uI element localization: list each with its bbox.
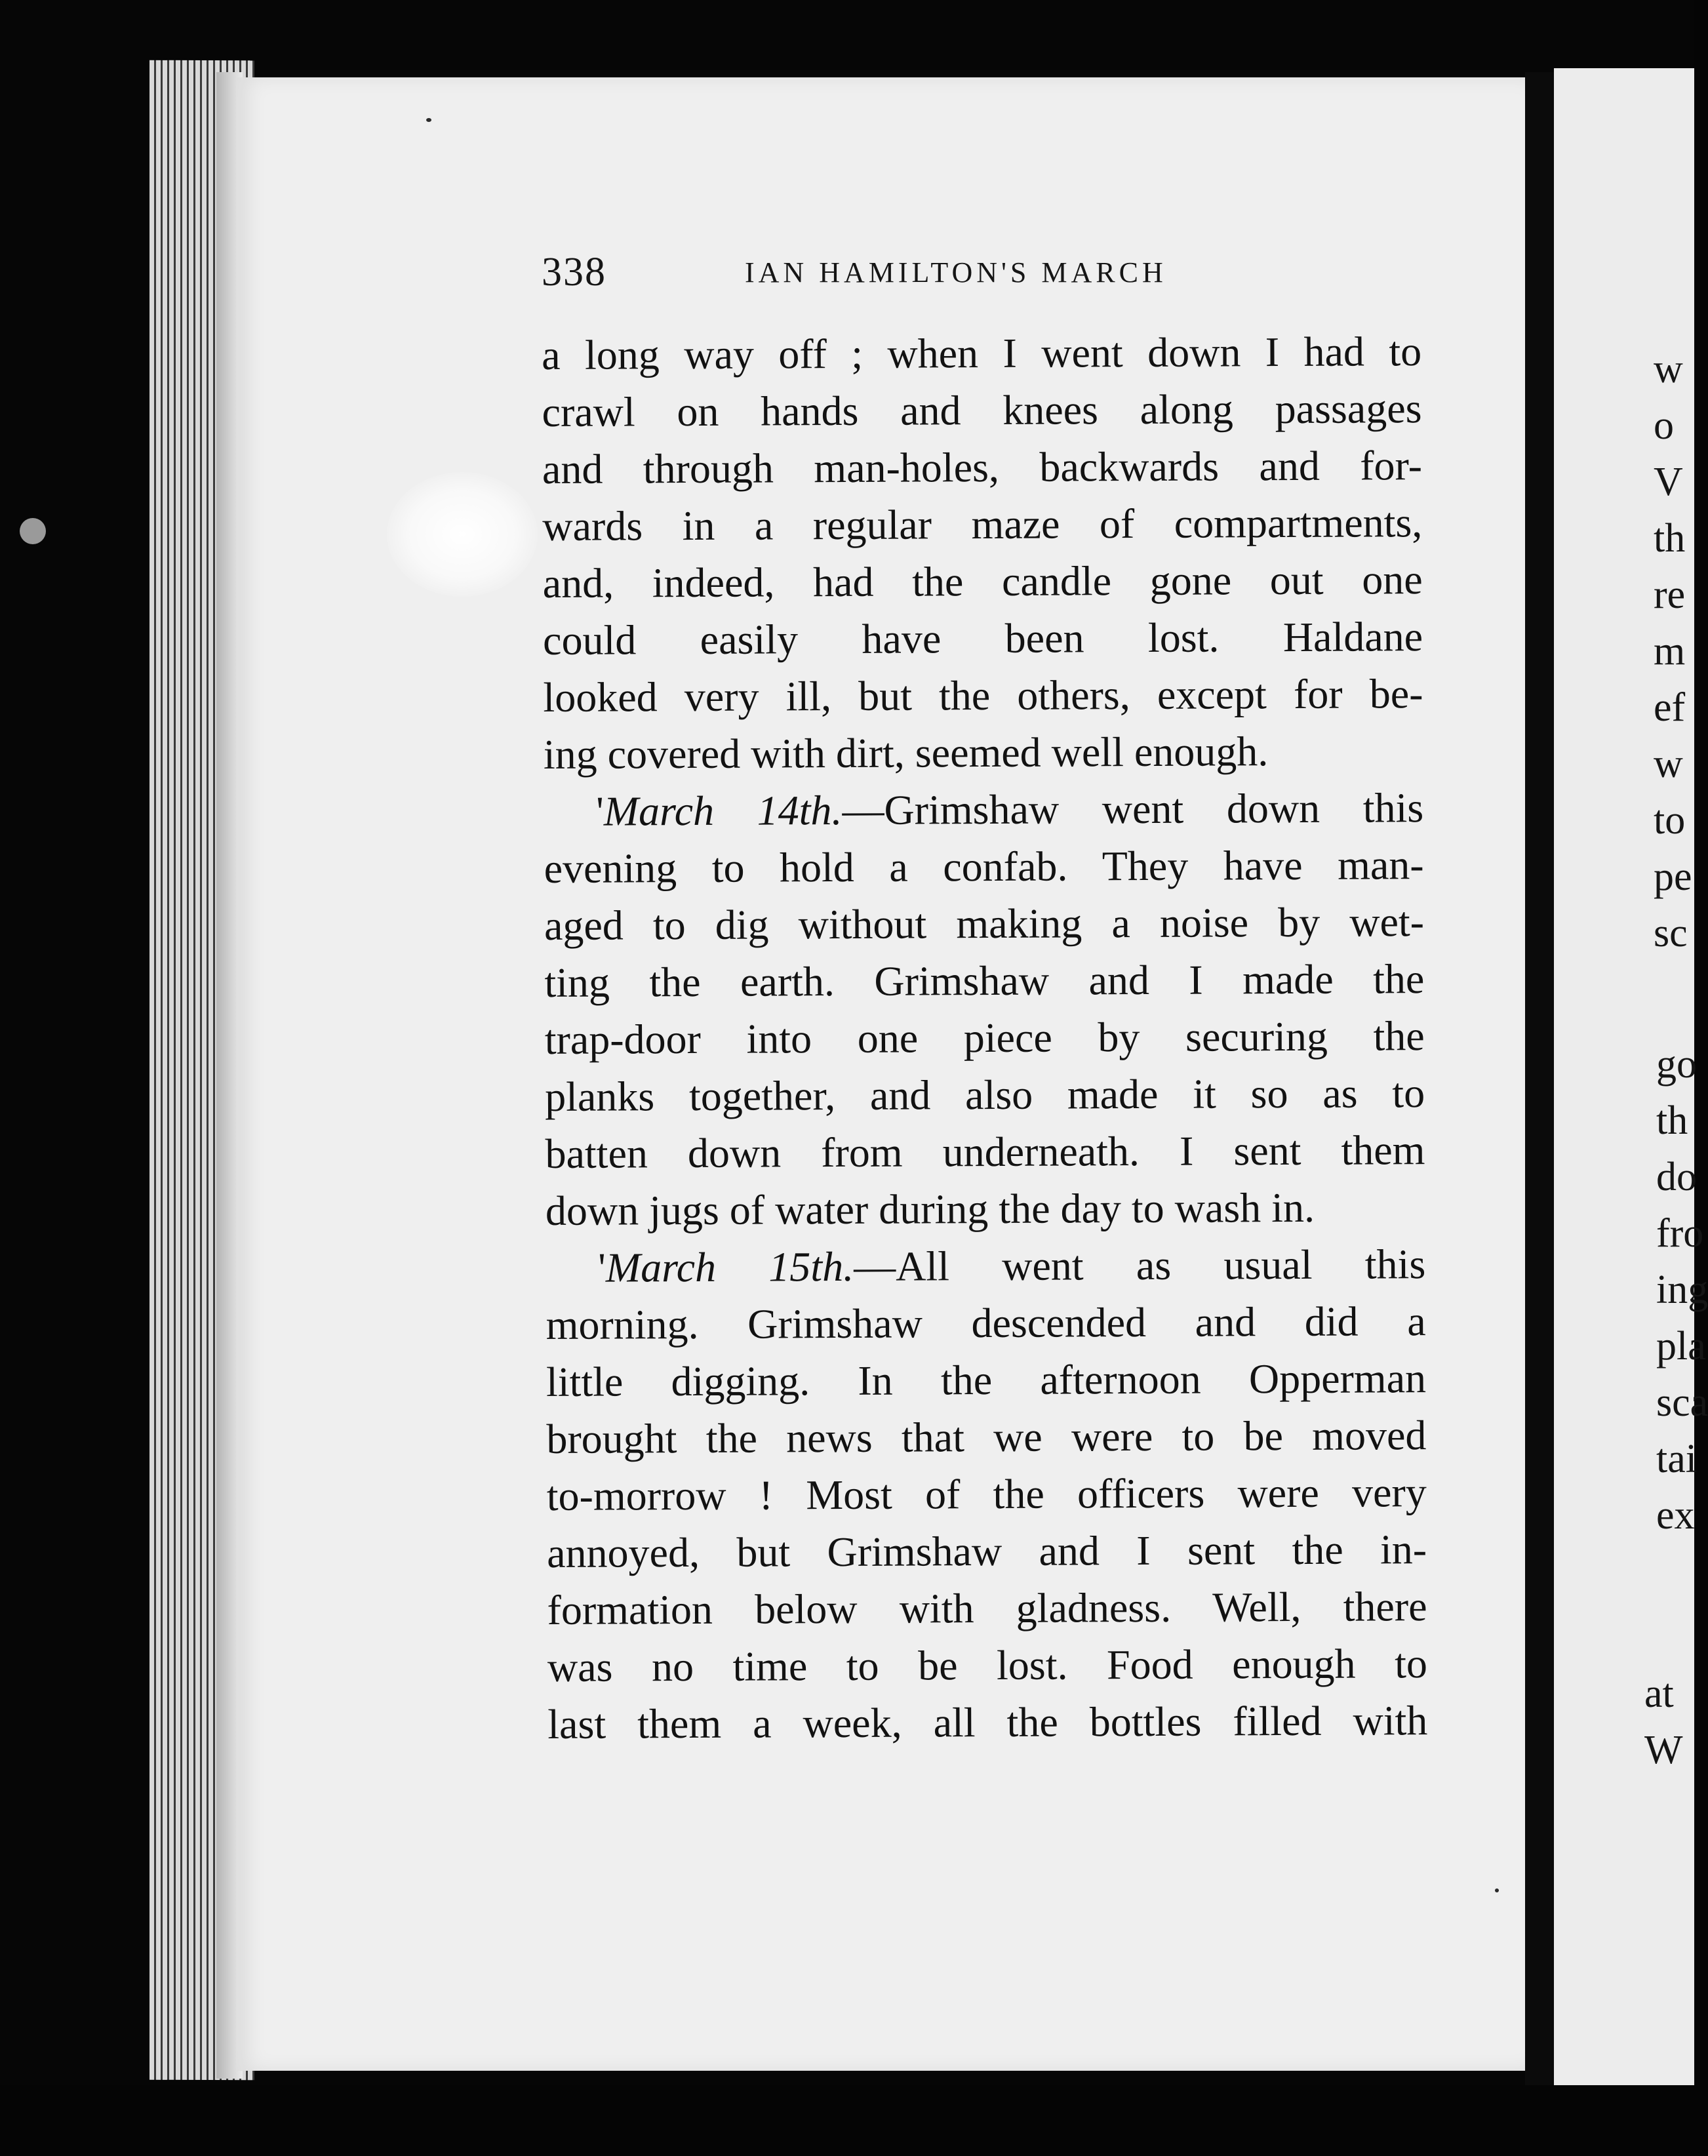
page-number: 338 xyxy=(542,250,606,294)
scan-border xyxy=(0,2085,1694,2156)
facing-page-fragments-lower xyxy=(1656,1036,1708,1544)
text-line: planks together, and also made it so as to xyxy=(544,1069,1425,1120)
body-text xyxy=(542,323,1427,1753)
facing-fragment: go xyxy=(1656,1042,1697,1087)
text-line: a long way off ; when I went down I had to xyxy=(542,328,1422,378)
text-line: ing covered with dirt, seemed well enough. xyxy=(543,728,1269,778)
facing-fragment: ef xyxy=(1654,685,1686,730)
facing-fragment: re xyxy=(1654,572,1686,617)
entry-date: March 15th. xyxy=(605,1243,854,1291)
facing-fragment: sc xyxy=(1654,911,1688,955)
facing-page-fragments-foot xyxy=(1644,1666,1683,1778)
dust-speck xyxy=(20,518,46,544)
text-line: and through man-holes, backwards and for- xyxy=(542,442,1423,492)
paper-stain xyxy=(387,472,538,597)
text-line: last them a week, all the bottles filled with xyxy=(547,1697,1428,1747)
text-line: down jugs of water during the day to wash in. xyxy=(545,1184,1315,1234)
facing-fragment: o xyxy=(1654,403,1674,448)
text-line: batten down from underneath. I sent them xyxy=(545,1127,1425,1177)
text-line: formation below with gladness. Well, there xyxy=(547,1583,1427,1633)
text-line: looked very ill, but the others, except for be- xyxy=(543,670,1423,721)
text-line: was no time to be lost. Food enough to xyxy=(547,1640,1428,1690)
facing-fragment: pla xyxy=(1656,1324,1706,1368)
facing-fragment: V xyxy=(1654,460,1683,504)
text-line: brought the news that we were to be moved xyxy=(546,1412,1427,1462)
facing-fragment: at xyxy=(1644,1671,1674,1716)
facing-fragment: sca xyxy=(1656,1380,1708,1425)
entry-heading-march-14 xyxy=(544,779,1423,840)
entry-first-line: —All went as usual this xyxy=(853,1241,1426,1290)
facing-fragment: to xyxy=(1654,798,1686,843)
entry-heading-march-15 xyxy=(546,1235,1425,1296)
open-quote: ' xyxy=(596,788,604,835)
facing-fragment: ing xyxy=(1656,1268,1708,1312)
facing-fragment: w xyxy=(1654,347,1683,391)
entry-first-line: —Grimshaw went down this xyxy=(842,784,1424,834)
text-line: evening to hold a confab. They have man- xyxy=(544,841,1424,892)
text-line: annoyed, but Grimshaw and I sent the in- xyxy=(547,1526,1427,1576)
text-line: aged to dig without making a noise by wet- xyxy=(544,898,1425,949)
text-line: morning. Grimshaw descended and did a xyxy=(546,1298,1426,1348)
facing-fragment: pe xyxy=(1654,854,1692,899)
text-line: and, indeed, had the candle gone out one xyxy=(542,556,1423,607)
facing-page-fragments-upper xyxy=(1654,341,1692,961)
text-line: little digging. In the afternoon Opperman xyxy=(546,1355,1427,1405)
facing-fragment: m xyxy=(1654,629,1686,673)
facing-fragment: ex xyxy=(1656,1493,1695,1538)
facing-fragment: w xyxy=(1654,742,1683,786)
facing-fragment: tai xyxy=(1656,1437,1697,1481)
open-quote: ' xyxy=(598,1244,606,1291)
facing-fragment: do xyxy=(1656,1155,1697,1199)
text-line: trap-door into one piece by securing the xyxy=(544,1012,1425,1063)
text-line: could easily have been lost. Haldane xyxy=(542,613,1423,664)
book-gutter xyxy=(1525,72,1554,2085)
entry-date: March 14th. xyxy=(603,787,843,835)
text-line: crawl on hands and knees along passages xyxy=(542,385,1422,435)
facing-fragment: fro xyxy=(1656,1211,1704,1256)
facing-fragment: th xyxy=(1654,516,1686,561)
facing-fragment: W xyxy=(1644,1728,1683,1772)
dust-speck xyxy=(426,118,431,122)
facing-fragment: th xyxy=(1656,1098,1688,1143)
text-line: ting the earth. Grimshaw and I made the xyxy=(544,955,1425,1006)
running-head xyxy=(542,247,1433,306)
running-head-title: IAN HAMILTON'S MARCH xyxy=(745,256,1167,289)
text-line: wards in a regular maze of compartments, xyxy=(542,499,1423,549)
text-line: to-morrow ! Most of the officers were very xyxy=(546,1469,1427,1519)
dust-speck xyxy=(1495,1888,1499,1892)
